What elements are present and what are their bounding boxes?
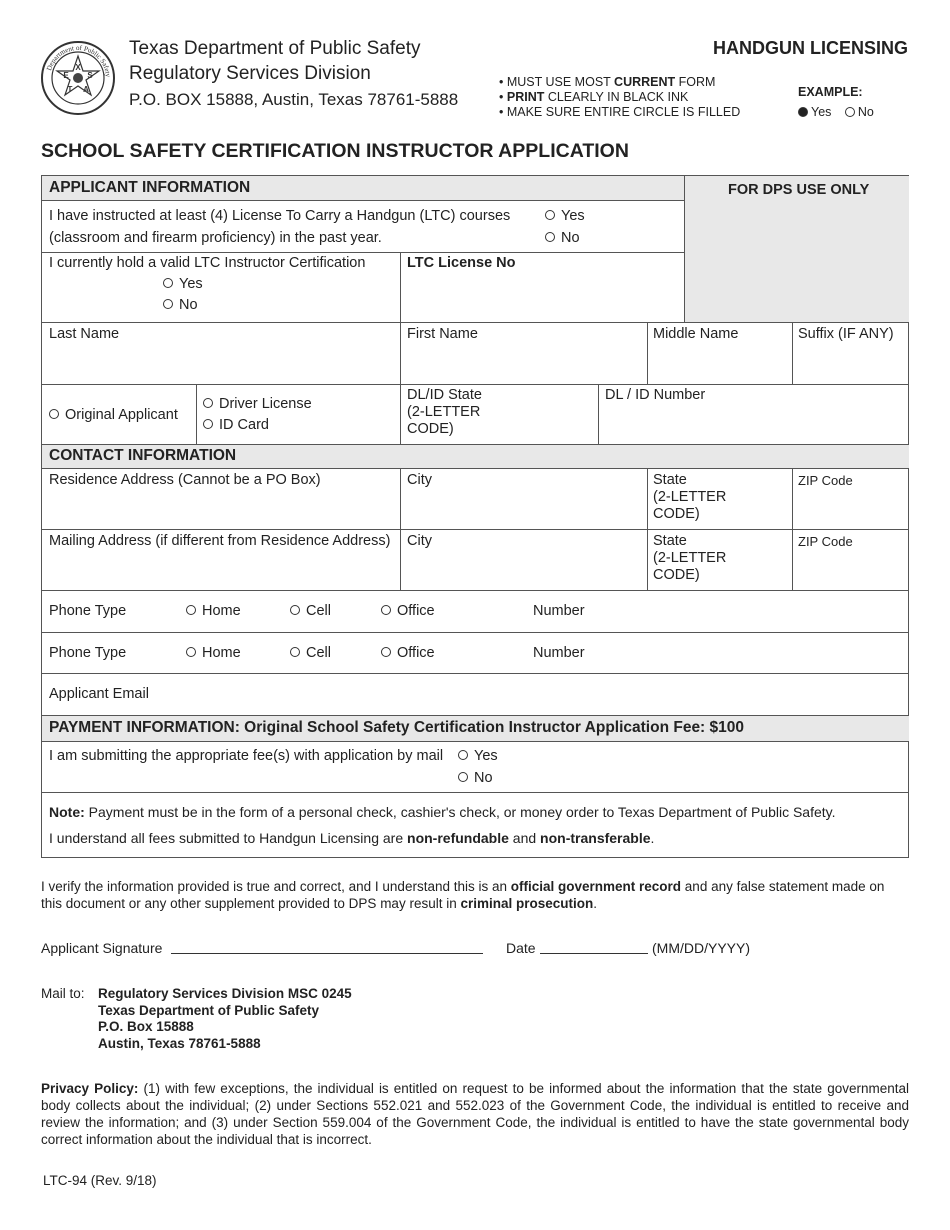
suffix-field[interactable]: Suffix (IF ANY) <box>798 326 894 342</box>
ltc-license-no-field[interactable]: LTC License No <box>407 255 516 271</box>
svg-text:Department of Public Safety: Department of Public Safety <box>45 43 113 78</box>
radio-circle-icon <box>458 772 468 782</box>
radio-circle-icon <box>186 605 196 615</box>
instructed-yes-option[interactable]: Yes <box>545 208 585 224</box>
mail-to-address: Regulatory Services Division MSC 0245 Texas Department of Public Safety P.O. Box 15888 Austin, Texas 78761-5888 <box>98 986 352 1051</box>
application-form <box>41 175 909 858</box>
filled-circle-icon <box>798 107 808 117</box>
phone2-number-field[interactable]: Number <box>533 645 585 661</box>
example-legend: Yes No <box>798 105 874 119</box>
instructed-courses-question: I have instructed at least (4) License To Carry a Handgun (LTC) courses <box>49 208 511 224</box>
dps-seal-logo <box>40 40 116 116</box>
dl-state-hint: (2-LETTER <box>407 404 481 420</box>
applicant-email-field[interactable]: Applicant Email <box>49 686 149 702</box>
instruction-item: • MUST USE MOST CURRENT FORM <box>499 75 716 89</box>
date-label: Date <box>506 940 536 956</box>
applicant-section-title: APPLICANT INFORMATION <box>49 179 251 196</box>
instruction-item: • MAKE SURE ENTIRE CIRCLE IS FILLED <box>499 105 741 119</box>
svg-text:T: T <box>67 85 73 94</box>
residence-city-field[interactable]: City <box>407 472 432 488</box>
date-format-hint: (MM/DD/YYYY) <box>652 940 750 956</box>
signature-line[interactable] <box>171 953 483 954</box>
empty-circle-icon <box>845 107 855 117</box>
agency-address: P.O. BOX 15888, Austin, Texas 78761-5888 <box>129 90 459 109</box>
ltc-certification-question: I currently hold a valid LTC Instructor Certification <box>49 255 366 271</box>
radio-circle-icon <box>545 232 555 242</box>
instructions-list <box>499 75 740 120</box>
svg-text:X: X <box>75 63 81 72</box>
fees-nonrefundable-note: I understand all fees submitted to Handgun Licensing are non-refundable and non-transferable. <box>49 830 655 846</box>
phone1-office-option[interactable]: Office <box>381 603 435 619</box>
mail-to-label: Mail to: <box>41 986 85 1001</box>
driver-license-option[interactable]: Driver License <box>203 396 312 412</box>
radio-circle-icon <box>203 398 213 408</box>
privacy-policy: Privacy Policy: (1) with few exceptions, the individual is entitled on request to be informed about the information that the state governmental body collects about the individual; (2) under Sections 552.021 and 552.023 of the Government Code, the individual is entitled to receive and review the information; and (3) under Section 559.004 of the Government Code, the individual is entitled to have the state governmental body correct information about the individual that is incorrect. <box>41 1081 909 1147</box>
state-hint-cont: CODE) <box>653 506 700 522</box>
svg-text:A: A <box>83 85 89 94</box>
phone1-home-option[interactable]: Home <box>186 603 241 619</box>
fee-no-option[interactable]: No <box>458 770 493 786</box>
ltc-cert-no-option[interactable]: No <box>163 297 198 313</box>
state-hint-cont: CODE) <box>653 567 700 583</box>
radio-circle-icon <box>381 605 391 615</box>
mailing-zip-field[interactable]: ZIP Code <box>798 534 853 549</box>
radio-circle-icon <box>203 419 213 429</box>
dl-id-number-field[interactable]: DL / ID Number <box>605 387 706 403</box>
radio-circle-icon <box>186 647 196 657</box>
residence-state-field[interactable]: State <box>653 472 687 488</box>
example-label: EXAMPLE: <box>798 85 863 99</box>
form-number: LTC-94 (Rev. 9/18) <box>43 1173 157 1188</box>
middle-name-field[interactable]: Middle Name <box>653 326 739 342</box>
svg-text:E: E <box>63 71 69 80</box>
dl-state-field[interactable]: DL/ID State <box>407 387 482 403</box>
state-hint: (2-LETTER <box>653 489 727 505</box>
radio-circle-icon <box>545 210 555 220</box>
payment-section-title: PAYMENT INFORMATION: Original School Safety Certification Instructor Application Fee: $100 <box>49 719 745 736</box>
phone1-cell-option[interactable]: Cell <box>290 603 331 619</box>
radio-circle-icon <box>290 605 300 615</box>
payment-note: Note: Payment must be in the form of a personal check, cashier's check, or money order to Texas Department of Public Safety. <box>49 804 836 820</box>
instructed-no-option[interactable]: No <box>545 230 580 246</box>
first-name-field[interactable]: First Name <box>407 326 478 342</box>
residence-zip-field[interactable]: ZIP Code <box>798 473 853 488</box>
radio-circle-icon <box>49 409 59 419</box>
ltc-cert-yes-option[interactable]: Yes <box>163 276 203 292</box>
division-name: Regulatory Services Division <box>129 63 371 84</box>
radio-circle-icon <box>163 278 173 288</box>
svg-text:S: S <box>87 71 93 80</box>
phone-type-label: Phone Type <box>49 645 127 661</box>
mailing-city-field[interactable]: City <box>407 533 432 549</box>
mailing-address-field[interactable]: Mailing Address (if different from Residence Address) <box>49 533 391 549</box>
fee-by-mail-question: I am submitting the appropriate fee(s) with application by mail <box>49 748 444 764</box>
radio-circle-icon <box>163 299 173 309</box>
fee-yes-option[interactable]: Yes <box>458 748 498 764</box>
form-title: SCHOOL SAFETY CERTIFICATION INSTRUCTOR APPLICATION <box>41 140 629 162</box>
phone2-cell-option[interactable]: Cell <box>290 645 331 661</box>
mailing-state-field[interactable]: State <box>653 533 687 549</box>
phone1-number-field[interactable]: Number <box>533 603 585 619</box>
date-line[interactable] <box>540 953 648 954</box>
radio-circle-icon <box>381 647 391 657</box>
phone2-home-option[interactable]: Home <box>186 645 241 661</box>
instruction-item: • PRINT CLEARLY IN BLACK INK <box>499 90 689 104</box>
residence-address-field[interactable]: Residence Address (Cannot be a PO Box) <box>49 472 321 488</box>
state-hint: (2-LETTER <box>653 550 727 566</box>
agency-name: Texas Department of Public Safety <box>129 38 421 59</box>
last-name-field[interactable]: Last Name <box>49 326 120 342</box>
radio-circle-icon <box>458 750 468 760</box>
radio-circle-icon <box>290 647 300 657</box>
phone-type-label: Phone Type <box>49 603 127 619</box>
instructed-courses-question-cont: (classroom and firearm proficiency) in the past year. <box>49 230 382 246</box>
dl-state-hint-cont: CODE) <box>407 421 454 437</box>
id-card-option[interactable]: ID Card <box>203 417 269 433</box>
phone2-office-option[interactable]: Office <box>381 645 435 661</box>
verification-statement: I verify the information provided is true and correct, and I understand this is an official government record and any false statement made on this document or any other supplement provided to DPS may result in criminal prosecution. <box>41 879 885 911</box>
contact-section-title: CONTACT INFORMATION <box>49 447 237 464</box>
program-title: HANDGUN LICENSING <box>712 38 908 58</box>
original-applicant-option[interactable]: Original Applicant <box>49 407 178 423</box>
dps-use-only-label: FOR DPS USE ONLY <box>728 182 870 198</box>
signature-label: Applicant Signature <box>41 940 163 956</box>
